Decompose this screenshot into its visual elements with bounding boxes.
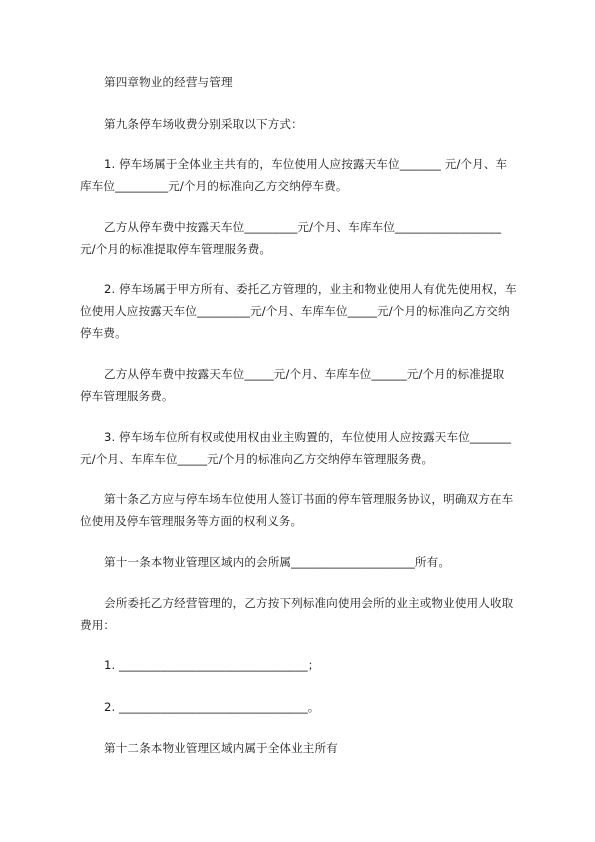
article-9-item-1-fee-line-1: 乙方从停车费中按露天车位_________元/个月、车库车位__________________ (104, 220, 502, 234)
article-10-line-2: 位使用及停车管理服务等方面的权利义务。 (80, 514, 303, 528)
article-9-item-2-line-2: 位使用人应按露天车位_________元/个月、车库车位_____元/个月的标准向乙方交纳 (80, 304, 510, 318)
chapter-heading: 第四章物业的经营与管理 (104, 75, 233, 89)
clubhouse-fee-line-2: 费用： (80, 618, 116, 632)
article-12-heading: 第十二条本物业管理区域内属于全体业主所有 (104, 741, 338, 755)
article-9-item-2-line-1: 2. 停车场属于甲方所有、委托乙方管理的，业主和物业使用人有优先使用权，车 (104, 282, 517, 296)
article-9-heading: 第九条停车场收费分别采取以下方式： (104, 117, 303, 131)
article-9-item-1-fee-line-2: 元/个月的标准提取停车管理服务费。 (80, 242, 272, 256)
clubhouse-fee-item-2: 2. ________________________________。 (104, 700, 320, 714)
article-9-item-3-line-2: 元/个月、车库车位_____元/个月的标准向乙方交纳停车管理服务费。 (80, 452, 434, 466)
article-9-item-2-fee-line-2: 停车管理服务费。 (80, 389, 174, 403)
article-9-item-2-fee-line-1: 乙方从停车费中按露天车位_____元/个月、车库车位______元/个月的标准提取 (104, 367, 505, 381)
article-11-heading: 第十一条本物业管理区域内的会所属_____________________所有。 (104, 555, 451, 569)
article-9-item-3-line-1: 3. 停车场车位所有权或使用权由业主购置的，车位使用人应按露天车位_______ (104, 430, 512, 444)
article-9-item-1-line-1: 1. 停车场属于全体业主共有的，车位使用人应按露天车位_______ 元/个月、车 (104, 157, 508, 171)
article-9-item-2-line-3: 停车费。 (80, 326, 127, 340)
clubhouse-fee-item-1: 1. ________________________________； (104, 658, 320, 672)
clubhouse-fee-line-1: 会所委托乙方经营管理的，乙方按下列标准向使用会所的业主或物业使用人收取 (104, 596, 514, 610)
article-10-line-1: 第十条乙方应与停车场车位使用人签订书面的停车管理服务协议，明确双方在车 (104, 492, 514, 506)
article-9-item-1-line-2: 库车位_________元/个月的标准向乙方交纳停车费。 (80, 179, 348, 193)
